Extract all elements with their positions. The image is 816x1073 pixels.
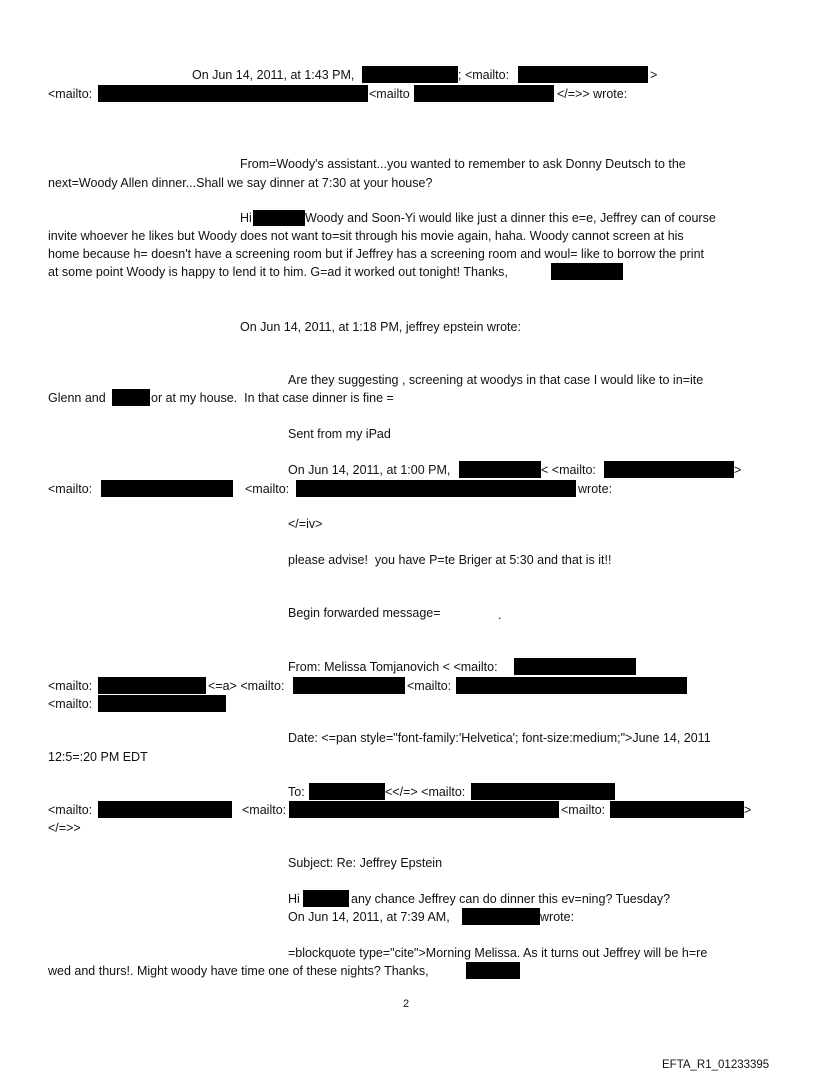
email-header-text: wrote: [540,910,575,924]
redaction-box [296,480,576,497]
email-header-text: ; <mailto: [458,68,510,82]
email-header-text: < <mailto: [541,463,596,477]
body-text: =blockquote type="cite">Morning Melissa. As it turns out Jeffrey will be h=re [288,946,708,960]
email-header-text: Date: <=pan style="font-family:'Helvetica'; font-size:medium;">June 14, 2011 [288,731,711,745]
email-header-text: > [744,803,752,817]
email-header-text: <mailto: [48,87,93,101]
redaction-box [98,85,368,102]
redaction-box [101,480,233,497]
redaction-box [471,783,615,800]
redaction-box [303,890,349,907]
email-header-text: > [650,68,658,82]
email-header-text: <mailto: [242,803,287,817]
body-text: Sent from my iPad [288,427,391,441]
redaction-box [551,263,623,280]
page-number: 2 [403,998,410,1010]
redaction-box [362,66,458,83]
redaction-box [518,66,648,83]
body-text: Begin forwarded message= [288,606,441,620]
body-text: Hi [288,892,300,906]
body-text: </=iv> [288,517,323,531]
redaction-box [414,85,554,102]
redaction-box [289,801,559,818]
redaction-box [462,908,540,925]
body-text: at some point Woody is happy to lend it to him. G=ad it worked out tonight! Thanks, [48,265,508,279]
body-text: or at my house. In that case dinner is fine = [151,391,394,405]
body-text: Hi [240,211,252,225]
document-id-footer: EFTA_R1_01233395 [662,1059,770,1071]
redaction-box [610,801,744,818]
email-header-text: <mailto [369,87,410,101]
email-header-text: wrote: [578,482,613,496]
redaction-box [466,962,520,979]
email-header-text: <=a> <mailto: [208,679,285,693]
email-header-text: <mailto: [48,803,93,817]
body-text: please advise! you have P=te Briger at 5:30 and that is it!! [288,553,612,567]
email-header-text: <</=> <mailto: [385,785,466,799]
redaction-box [293,677,405,694]
redaction-box [459,461,541,478]
email-header-text: </=>> [48,821,81,835]
email-header-text: 12:5=:20 PM EDT [48,750,148,764]
redaction-box [98,677,206,694]
email-header-text: <mailto: [245,482,290,496]
email-header-text: <mailto: [48,482,93,496]
body-text: Glenn and [48,391,106,405]
email-header-text: <mailto: [561,803,606,817]
redaction-box [98,695,226,712]
redaction-box [309,783,385,800]
email-header-text: On Jun 14, 2011, at 1:43 PM, [192,68,355,82]
body-text: Woody and Soon-Yi would like just a dinner this e=e, Jeffrey can of course [305,211,716,225]
redaction-box [604,461,734,478]
redaction-box [112,389,150,406]
email-header-text: On Jun 14, 2011, at 7:39 AM, [288,910,450,924]
email-header-text: On Jun 14, 2011, at 1:00 PM, [288,463,451,477]
redaction-box [456,677,687,694]
redaction-box [514,658,636,675]
email-header-text: <mailto: [48,679,93,693]
body-text: any chance Jeffrey can do dinner this ev=ning? Tuesday? [351,892,671,906]
email-header-text: <mailto: [48,697,93,711]
email-header-text: To: [288,785,305,799]
redaction-box [253,210,305,226]
body-text: From=Woody's assistant...you wanted to remember to ask Donny Deutsch to the [240,157,686,171]
email-header-text: </=>> wrote: [557,87,628,101]
redaction-box [98,801,232,818]
body-text: invite whoever he likes but Woody does not want to=sit through his movie again, haha. Woody cannot screen at his [48,229,684,243]
body-text: wed and thurs!. Might woody have time one of these nights? Thanks, [48,964,429,978]
stray-mark: . [498,608,502,622]
email-header-text: On Jun 14, 2011, at 1:18 PM, jeffrey epstein wrote: [240,320,521,334]
email-header-text: From: Melissa Tomjanovich < <mailto: [288,660,498,674]
email-header-text: <mailto: [407,679,452,693]
email-header-text: > [734,463,742,477]
body-text: Are they suggesting , screening at woodys in that case I would like to in=ite [288,373,704,387]
email-header-text: Subject: Re: Jeffrey Epstein [288,856,443,870]
body-text: home because h= doesn't have a screening room but if Jeffrey has a screening room and woul= like to borrow the print [48,247,705,261]
body-text: next=Woody Allen dinner...Shall we say dinner at 7:30 at your house? [48,176,433,190]
